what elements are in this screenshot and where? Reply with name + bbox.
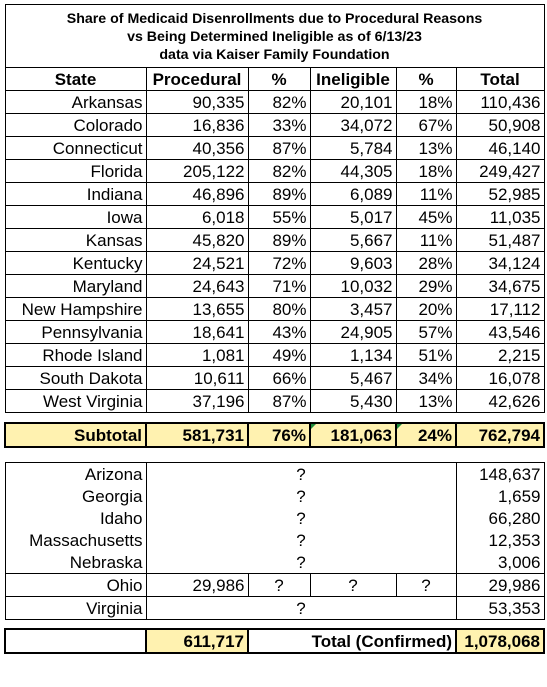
ineligible-pct-cell[interactable]: 11%: [396, 229, 456, 252]
ineligible-pct-cell[interactable]: 20%: [396, 298, 456, 321]
table-row: [5, 485, 544, 507]
header-row: [5, 68, 544, 91]
header-ineligible-pct[interactable]: %: [396, 68, 456, 91]
total-cell[interactable]: 52,985: [456, 183, 544, 206]
table-row: [5, 160, 544, 183]
total-confirmed[interactable]: 1,078,068: [456, 629, 544, 653]
total-cell[interactable]: 50,908: [456, 114, 544, 137]
ohio-procedural[interactable]: 29,986: [146, 574, 248, 597]
title-row: [5, 5, 544, 68]
total-cell[interactable]: 34,675: [456, 275, 544, 298]
table-row: [5, 529, 544, 551]
total-cell[interactable]: 1,659: [456, 485, 544, 507]
state-cell[interactable]: Connecticut: [5, 137, 146, 160]
state-cell[interactable]: Kentucky: [5, 252, 146, 275]
procedural-pct-cell[interactable]: 43%: [248, 321, 310, 344]
ineligible-pct-cell[interactable]: 29%: [396, 275, 456, 298]
table-row: [5, 463, 544, 486]
total-cell[interactable]: 66,280: [456, 507, 544, 529]
table-row: [5, 206, 544, 229]
state-cell[interactable]: Georgia: [5, 485, 146, 507]
ineligible-pct-cell[interactable]: 18%: [396, 160, 456, 183]
procedural-pct-cell[interactable]: 66%: [248, 367, 310, 390]
subtotal-ineligible[interactable]: 181,063: [310, 423, 396, 447]
procedural-cell[interactable]: 90,335: [146, 91, 248, 114]
procedural-cell[interactable]: 46,896: [146, 183, 248, 206]
procedural-pct-cell[interactable]: 55%: [248, 206, 310, 229]
procedural-pct-cell[interactable]: 87%: [248, 137, 310, 160]
header-procedural-pct[interactable]: %: [248, 68, 310, 91]
table-row: [5, 114, 544, 137]
state-cell[interactable]: Arizona: [5, 463, 146, 486]
state-cell[interactable]: New Hampshire: [5, 298, 146, 321]
state-cell[interactable]: Indiana: [5, 183, 146, 206]
unknown-breakdown-cell[interactable]: ?: [296, 508, 306, 528]
virginia-total[interactable]: 53,353: [456, 597, 544, 620]
procedural-cell[interactable]: 24,521: [146, 252, 248, 275]
state-cell[interactable]: Rhode Island: [5, 344, 146, 367]
header-ineligible[interactable]: Ineligible: [310, 68, 396, 91]
ineligible-pct-cell[interactable]: 11%: [396, 183, 456, 206]
procedural-cell[interactable]: 1,081: [146, 344, 248, 367]
ineligible-cell[interactable]: 34,072: [310, 114, 396, 137]
ineligible-pct-cell[interactable]: 67%: [396, 114, 456, 137]
table-row: [5, 321, 544, 344]
ineligible-cell[interactable]: 10,032: [310, 275, 396, 298]
procedural-cell[interactable]: 40,356: [146, 137, 248, 160]
subtotal-total[interactable]: 762,794: [456, 423, 544, 447]
title-line-3: data via Kaiser Family Foundation: [159, 47, 390, 63]
total-procedural[interactable]: 611,717: [146, 629, 248, 653]
state-cell[interactable]: Kansas: [5, 229, 146, 252]
unknown-breakdown-cell[interactable]: ?: [296, 486, 306, 506]
state-cell[interactable]: Arkansas: [5, 91, 146, 114]
unknown-breakdown-cell[interactable]: ?: [296, 552, 306, 572]
total-cell[interactable]: 34,124: [456, 252, 544, 275]
state-cell[interactable]: Maryland: [5, 275, 146, 298]
total-cell[interactable]: 51,487: [456, 229, 544, 252]
ineligible-cell[interactable]: 5,017: [310, 206, 396, 229]
ohio-state[interactable]: Ohio: [5, 574, 146, 597]
subtotal-procedural[interactable]: 581,731: [146, 423, 248, 447]
table-row: [5, 551, 544, 574]
title-line-1: Share of Medicaid Disenrollments due to Procedural Reasons: [66, 11, 483, 27]
ohio-procedural-pct[interactable]: ?: [248, 574, 310, 597]
procedural-cell[interactable]: 205,122: [146, 160, 248, 183]
ohio-ineligible[interactable]: ?: [310, 574, 396, 597]
total-cell[interactable]: 2,215: [456, 344, 544, 367]
ineligible-pct-cell[interactable]: 34%: [396, 367, 456, 390]
ineligible-cell[interactable]: 5,430: [310, 390, 396, 413]
procedural-pct-cell[interactable]: 71%: [248, 275, 310, 298]
procedural-pct-cell[interactable]: 49%: [248, 344, 310, 367]
total-cell[interactable]: 42,626: [456, 390, 544, 413]
total-cell[interactable]: 110,436: [456, 91, 544, 114]
spreadsheet: [4, 4, 543, 654]
unknown-rows: [5, 463, 544, 574]
total-cell[interactable]: 46,140: [456, 137, 544, 160]
unknown-breakdown-cell[interactable]: ?: [296, 530, 306, 550]
table-row: [5, 344, 544, 367]
state-cell[interactable]: Iowa: [5, 206, 146, 229]
table-row: [5, 229, 544, 252]
ineligible-cell[interactable]: 24,905: [310, 321, 396, 344]
virginia-unknown[interactable]: ?: [146, 597, 456, 620]
ineligible-cell[interactable]: 9,603: [310, 252, 396, 275]
header-procedural[interactable]: Procedural: [146, 68, 248, 91]
table-row: [5, 252, 544, 275]
subtotal-ineligible-pct[interactable]: 24%: [396, 423, 456, 447]
ineligible-pct-cell[interactable]: 57%: [396, 321, 456, 344]
state-cell[interactable]: Idaho: [5, 507, 146, 529]
subtotal-label[interactable]: Subtotal: [5, 423, 146, 447]
ineligible-pct-cell[interactable]: 45%: [396, 206, 456, 229]
table-row: [5, 91, 544, 114]
total-cell[interactable]: 12,353: [456, 529, 544, 551]
header-total[interactable]: Total: [456, 68, 544, 91]
virginia-state[interactable]: Virginia: [5, 597, 146, 620]
procedural-pct-cell[interactable]: 80%: [248, 298, 310, 321]
total-cell[interactable]: 249,427: [456, 160, 544, 183]
unknown-breakdown-cell[interactable]: ?: [146, 463, 456, 486]
state-cell[interactable]: Nebraska: [5, 551, 146, 574]
procedural-cell[interactable]: 6,018: [146, 206, 248, 229]
state-cell[interactable]: South Dakota: [5, 367, 146, 390]
ineligible-pct-cell[interactable]: 18%: [396, 91, 456, 114]
table-row: [5, 275, 544, 298]
total-cell[interactable]: 11,035: [456, 206, 544, 229]
procedural-pct-cell[interactable]: 89%: [248, 229, 310, 252]
procedural-cell[interactable]: 10,611: [146, 367, 248, 390]
procedural-cell[interactable]: 37,196: [146, 390, 248, 413]
ineligible-pct-cell[interactable]: 28%: [396, 252, 456, 275]
state-rows: [5, 91, 544, 413]
subtotal-row: [5, 423, 544, 447]
title-line-2: vs Being Determined Ineligible as of 6/13/23: [127, 29, 422, 45]
procedural-pct-cell[interactable]: 33%: [248, 114, 310, 137]
total-cell[interactable]: 16,078: [456, 367, 544, 390]
ineligible-pct-cell[interactable]: 13%: [396, 137, 456, 160]
table-row: [5, 137, 544, 160]
ineligible-cell[interactable]: 5,667: [310, 229, 396, 252]
procedural-cell[interactable]: 13,655: [146, 298, 248, 321]
state-cell[interactable]: Colorado: [5, 114, 146, 137]
disenrollment-table: [4, 4, 545, 654]
table-title[interactable]: [5, 5, 544, 68]
ohio-row: [5, 574, 544, 597]
total-row: [5, 629, 544, 653]
table-row: [5, 507, 544, 529]
ineligible-cell[interactable]: 3,457: [310, 298, 396, 321]
procedural-pct-cell[interactable]: 87%: [248, 390, 310, 413]
state-cell[interactable]: Florida: [5, 160, 146, 183]
total-label[interactable]: Total (Confirmed): [248, 629, 456, 653]
table-row: [5, 183, 544, 206]
virginia-row: [5, 597, 544, 620]
total-cell[interactable]: 17,112: [456, 298, 544, 321]
procedural-cell[interactable]: 24,643: [146, 275, 248, 298]
total-cell[interactable]: 43,546: [456, 321, 544, 344]
subtotal-procedural-pct[interactable]: 76%: [248, 423, 310, 447]
procedural-pct-cell[interactable]: 82%: [248, 91, 310, 114]
table-row: [5, 298, 544, 321]
ineligible-cell[interactable]: 44,305: [310, 160, 396, 183]
ohio-ineligible-pct[interactable]: ?: [396, 574, 456, 597]
procedural-cell[interactable]: 45,820: [146, 229, 248, 252]
state-cell[interactable]: Pennsylvania: [5, 321, 146, 344]
ineligible-cell[interactable]: 20,101: [310, 91, 396, 114]
state-cell[interactable]: West Virginia: [5, 390, 146, 413]
state-cell[interactable]: Massachusetts: [5, 529, 146, 551]
table-row: [5, 390, 544, 413]
procedural-pct-cell[interactable]: 89%: [248, 183, 310, 206]
total-cell[interactable]: 3,006: [456, 551, 544, 574]
ohio-total[interactable]: 29,986: [456, 574, 544, 597]
header-state[interactable]: State: [5, 68, 146, 91]
ineligible-cell[interactable]: 1,134: [310, 344, 396, 367]
procedural-cell[interactable]: 18,641: [146, 321, 248, 344]
ineligible-pct-cell[interactable]: 51%: [396, 344, 456, 367]
procedural-pct-cell[interactable]: 82%: [248, 160, 310, 183]
ineligible-cell[interactable]: 6,089: [310, 183, 396, 206]
procedural-cell[interactable]: 16,836: [146, 114, 248, 137]
table-row: [5, 367, 544, 390]
total-blank: [5, 629, 146, 653]
ineligible-cell[interactable]: 5,467: [310, 367, 396, 390]
total-cell[interactable]: 148,637: [456, 463, 544, 486]
ineligible-pct-cell[interactable]: 13%: [396, 390, 456, 413]
procedural-pct-cell[interactable]: 72%: [248, 252, 310, 275]
ineligible-cell[interactable]: 5,784: [310, 137, 396, 160]
